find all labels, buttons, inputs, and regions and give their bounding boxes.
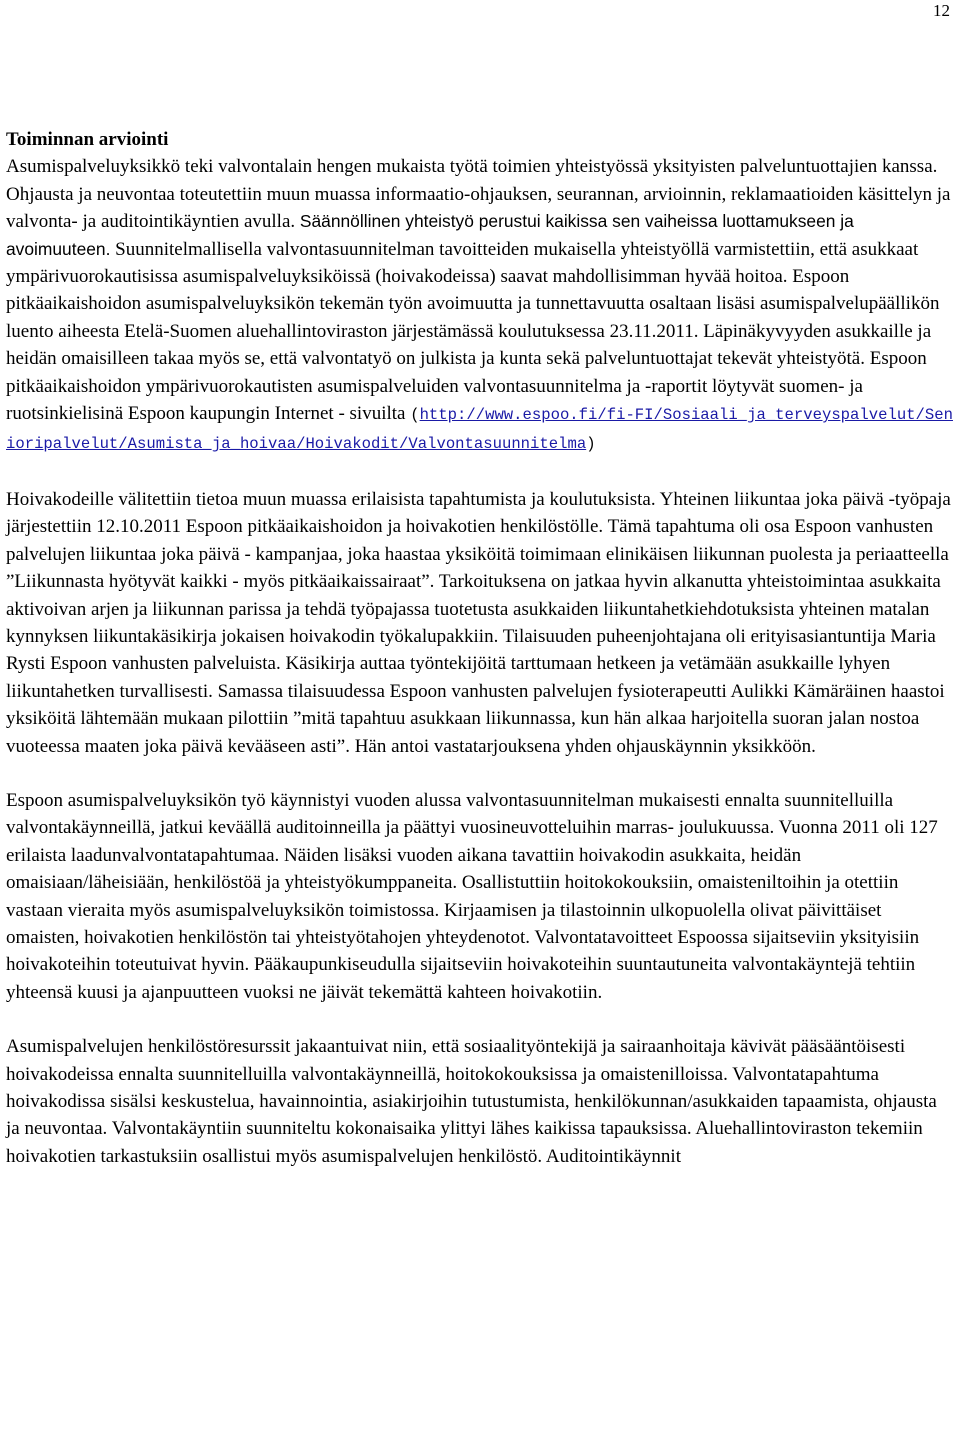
paren-close: )	[586, 435, 596, 454]
paren-open: (	[410, 406, 420, 425]
section-heading: Toiminnan arviointi	[6, 129, 169, 150]
valvontasuunnitelma-link[interactable]: http://www.espoo.fi/fi-FI/Sosiaali_ja_terveyspalvelut/Senioripalvelut/Asumista_ja_hoivaa/Hoivakodit/Valvontasuunnitelma	[6, 406, 953, 454]
page-number: 12	[933, 1, 950, 20]
paragraph-evaluation	[6, 153, 954, 458]
sentence-openness: Espoon pitkäaikaishoidon asumispalveluyksikön tekemän työn avoimuutta ja tunnettavuutta osaltaan lisäsi asumispalvelupäällikön luento aiheesta Etelä-Suomen aluehallintoviraston järjestämässä koulutuksessa 23.11.2011. Läpinäkyvyyden asukkaille ja heidän omaisilleen takaa myös se, että valvontatyö on julkista ja kunta sekä palveluntuottajat tekevät yhteistyötä. Espoon pitkäaikaishoidon ympärivuorokautisten asumispalveluiden valvontasuunnitelma ja -raportit löytyvät suomen- ja ruotsinkielisinä Espoon kaupungin Internet - sivuilta	[6, 266, 940, 425]
sentence-trust: Säännöllinen yhteistyö perustui kaikissa sen vaiheissa luottamukseen ja avoimuuteen.	[6, 211, 854, 259]
sentence-planning: Suunnitelmallisella valvontasuunnitelman tavoitteiden mukaisella yhteistyöllä varmistettiin, että asukkaat ympärivuorokautisissa asumispalveluyksiköissä (hoivakodeissa) saavat mahdollisimman hyvää hoitoa.	[6, 238, 919, 288]
paragraph-resources: Asumispalvelujen henkilöstöresurssit jakaantuivat niin, että sosiaalityöntekijä ja sairaanhoitaja kävivät pääsääntöisesti hoivakodeissa ennalta suunnitelluilla valvontakäynneillä, hoitokokouksissa ja omaistenilloissa. Valvontatapahtuma hoivakodissa sisälsi keskustelua, havainnointia, asiakirjoihin tutustumista, henkilökunnan/asukkaiden tapaamista, ohjausta ja neuvontaa. Valvontakäyntiin suunniteltu kokonaisaika ylittyi lähes kaikissa tapauksissa. Aluehallintoviraston tekemiin hoivakotien tarkastuksiin osallistui myös asumispalvelujen henkilöstö. Auditointikäynnit	[6, 1036, 937, 1167]
paragraph-monitoring: Espoon asumispalveluyksikön työ käynnistyi vuoden alussa valvontasuunnitelman mukaisesti ennalta suunnitelluilla valvontakäynneillä, jatkui keväällä auditoinneilla ja päättyi vuosineuvotteluihin marras- joulukuussa. Vuonna 2011 oli 127 erilaista laadunvalvontatapahtumaa. Näiden lisäksi vuoden aikana tavattiin hoivakodin asukkaita, heidän omaisiaan/läheisiään, henkilöstöä ja yhteistyökumppaneita. Osallistuttiin hoitokokouksiin, omaisteniltoihin ja otettiin vastaan vieraita myös asumispalveluyksikön toimistossa. Kirjaamisen ja tilastoinnin ulkopuolella olivat päivittäiset omaisten, hoivakotien henkilöstön tai yhteistyötahojen yhteydenotot. Valvontatavoitteet Espoossa sijaitseviin yksityisiin hoivakoteihin toteutuivat hyvin. Pääkaupunkiseudulla sijaitseviin hoivakoteihin suuntautuneita valvontakäyntejä tehtiin yhteensä kuusi ja ajanpuutteen vuoksi ne jäivät tekemättä kahteen hoivakotiin.	[6, 789, 938, 1003]
document-body	[6, 126, 954, 1170]
sentence-cooperation: Asumispalveluyksikkö teki valvontalain hengen mukaista työtä toimien yhteistyössä yksityisten palveluntuottajien kanssa. Ohjausta ja neuvontaa toteutettiin muun muassa informaatio-ohjauksen, seurannan, arvioinnin, reklamaatioiden käsittelyn ja valvonta- ja auditointikäyntien avulla.	[6, 156, 951, 233]
paragraph-events: Hoivakodeille välitettiin tietoa muun muassa erilaisista tapahtumista ja koulutuksista. Yhteinen liikuntaa joka päivä -työpaja järjestettiin 12.10.2011 Espoon pitkäaikaishoidon ja hoivakotien henkilöstölle. Tämä tapahtuma oli osa Espoon vanhusten palvelujen liikuntaa joka päivä - kampanjaa, joka haastaa yksiköitä toimimaan elinikäisen liikunnan puolesta ja periaatteella ”Liikunnasta hyötyvät kaikki - myös pitkäaikaissairaat”. Tarkoituksena on jatkaa hyvin alkanutta yhteistoimintaa asukkaita aktivoivan arjen ja liikunnan parissa ja tehdä työpajassa tuotetusta asukkaiden liikuntahetkiehdotuksista yhteinen matalan kynnyksen liikuntakäsikirja jokaisen hoivakodin työkalupakkiin. Tilaisuuden puheenjohtajana oli erityisasiantuntija Maria Rysti Espoon vanhusten palveluista. Käsikirja auttaa työntekijöitä tarttumaan hetkeen ja vetämään asukkaille lyhyen liikuntahetken turvallisesti. Samassa tilaisuudessa Espoon vanhusten palvelujen fysioterapeutti Aulikki Kämäräinen haastoi yksiköitä lähtemään mukaan pilottiin ”mitä tapahtuu asukkaan liikunnassa, kun hän alkaa harjoitella suoran jalan nostoa vuoteessa maaten joka päivä kevääseen asti”. Hän antoi vastatarjouksena yhden ohjauskäynnin yksikköön.	[6, 488, 951, 757]
